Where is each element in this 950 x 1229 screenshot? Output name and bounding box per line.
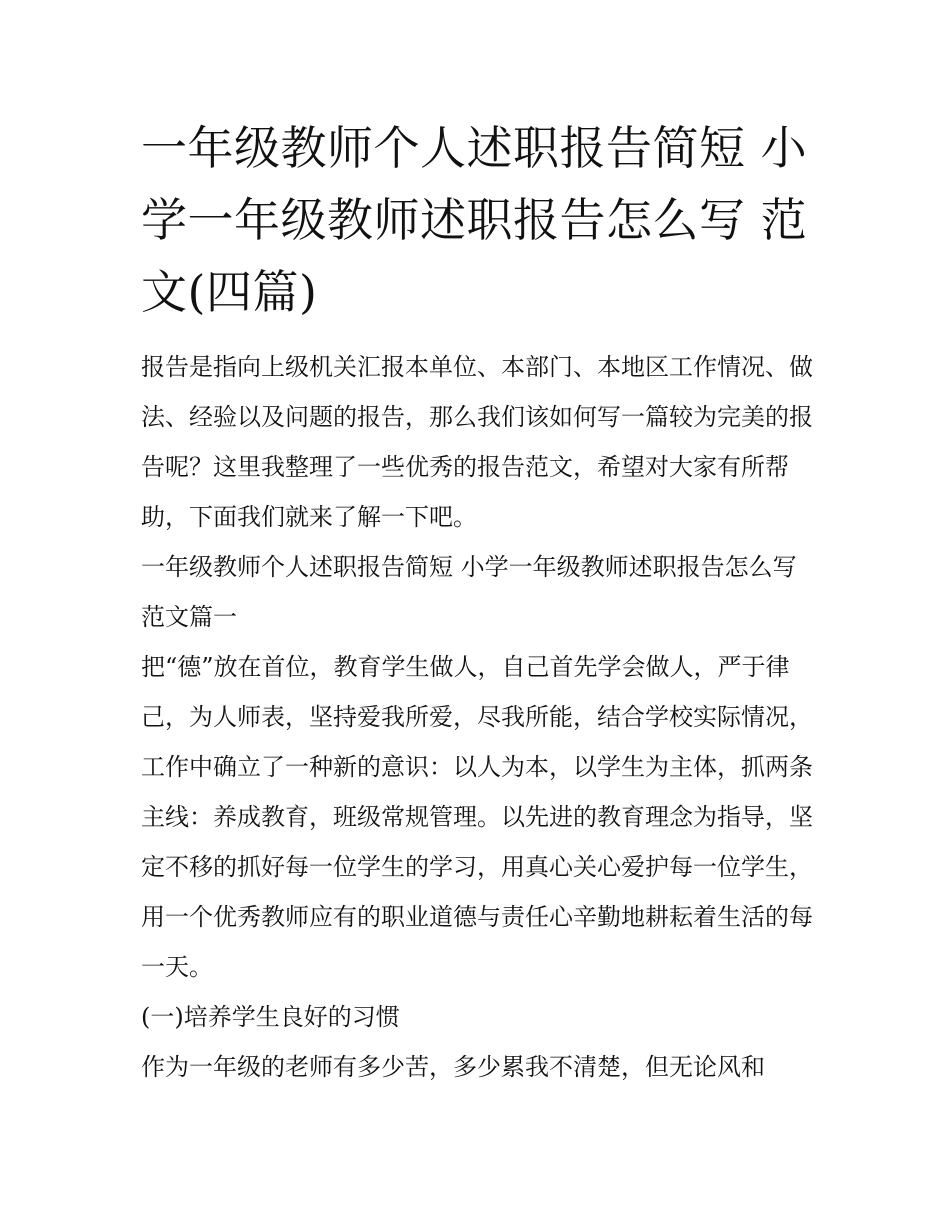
intro-paragraph: 报告是指向上级机关汇报本单位、本部门、本地区工作情况、做法、经验以及问题的报告，那么我们该如何写一篇较为完美的报告呢？这里我整理了一些优秀的报告范文，希望对大家有所帮助，下面我们就来了解一下吧。 bbox=[141, 353, 813, 531]
section-heading: 一年级教师个人述职报告简短 小学一年级教师述职报告怎么写 范文篇一 bbox=[141, 553, 797, 631]
document-title: 一年级教师个人述职报告简短 小学一年级教师述职报告怎么写 范文(四篇) bbox=[141, 121, 808, 319]
body-paragraph-1: 把“德”放在首位，教育学生做人，自己首先学会做人，严于律己，为人师表，坚持爱我所爱，尽我所能，结合学校实际情况，工作中确立了一种新的意识：以人为本，以学生为主体，抓两条主线：养成教育，班级常规管理。以先进的教育理念为指导，坚定不移的抓好每一位学生的学习，用真心关心爱护每一位学生，用一个优秀教师应有的职业道德与责任心辛勤地耕耘着生活的每一天。 bbox=[141, 653, 813, 981]
body-paragraph-2: 作为一年级的老师有多少苦，多少累我不清楚，但无论风和 bbox=[141, 1053, 765, 1081]
subheading-1: (一)培养学生良好的习惯 bbox=[141, 1003, 400, 1031]
document-body bbox=[141, 112, 821, 1092]
